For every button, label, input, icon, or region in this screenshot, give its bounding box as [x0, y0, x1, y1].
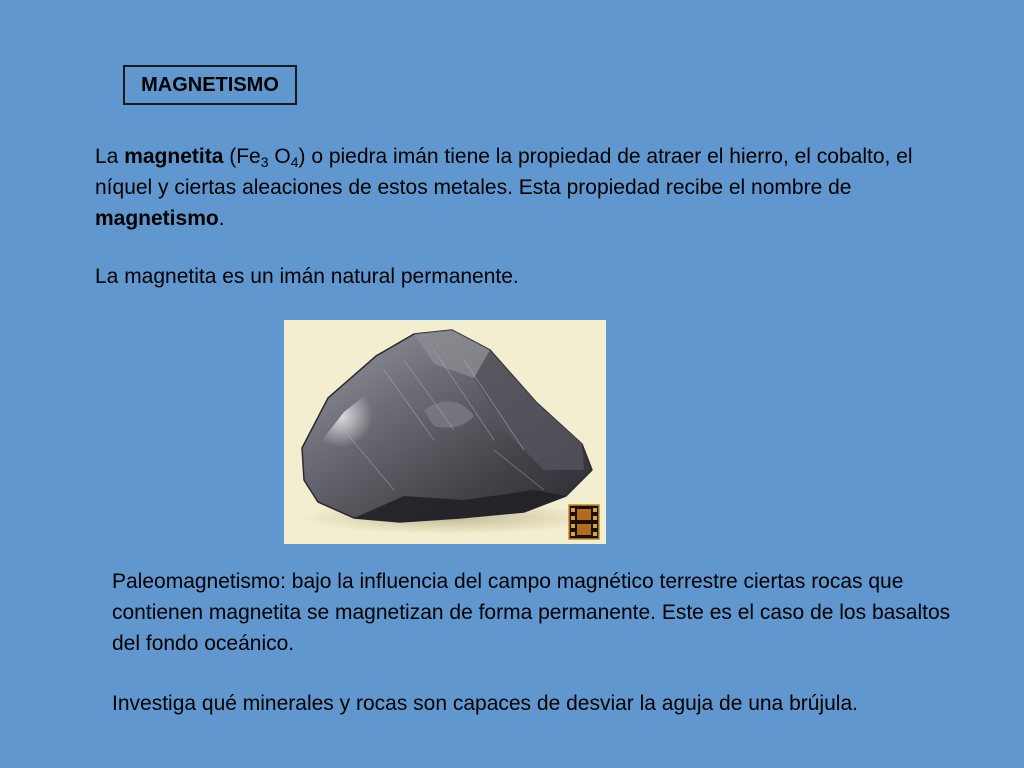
magnetite-rock-drawing — [284, 320, 606, 544]
p1-text-3: O — [268, 145, 291, 168]
paleomagnetism-paragraph: Paleomagnetismo: bajo la influencia del campo magnético terrestre ciertas rocas que contienen magnetita se magnetizan de forma permanente. Este es el caso de los basaltos del fondo oceánico. — [112, 570, 951, 655]
investigate-paragraph: Investiga qué minerales y rocas son capaces de desviar la aguja de una brújula. — [112, 692, 858, 715]
p1-text-2: (Fe — [223, 145, 261, 168]
slide-title: MAGNETISMO — [123, 65, 297, 105]
natural-magnet-paragraph: La magnetita es un imán natural permanente. — [95, 265, 519, 288]
subscript-3: 3 — [260, 154, 269, 170]
magnetite-paragraph — [95, 141, 915, 234]
p1-text-5: . — [218, 207, 225, 230]
p1-text-4: ) o piedra imán tiene la propiedad de atraer el hierro, el cobalto, el níquel y ciertas aleaciones de estos metales. Esta propiedad recibe el nombre de — [95, 145, 913, 199]
magnetita-bold: magnetita — [124, 145, 224, 168]
subscript-4: 4 — [290, 154, 299, 170]
p1-text-1: La — [95, 145, 125, 168]
magnetismo-bold: magnetismo — [95, 207, 219, 230]
film-strip-icon[interactable] — [568, 504, 600, 540]
magnetite-rock-image — [284, 320, 606, 544]
